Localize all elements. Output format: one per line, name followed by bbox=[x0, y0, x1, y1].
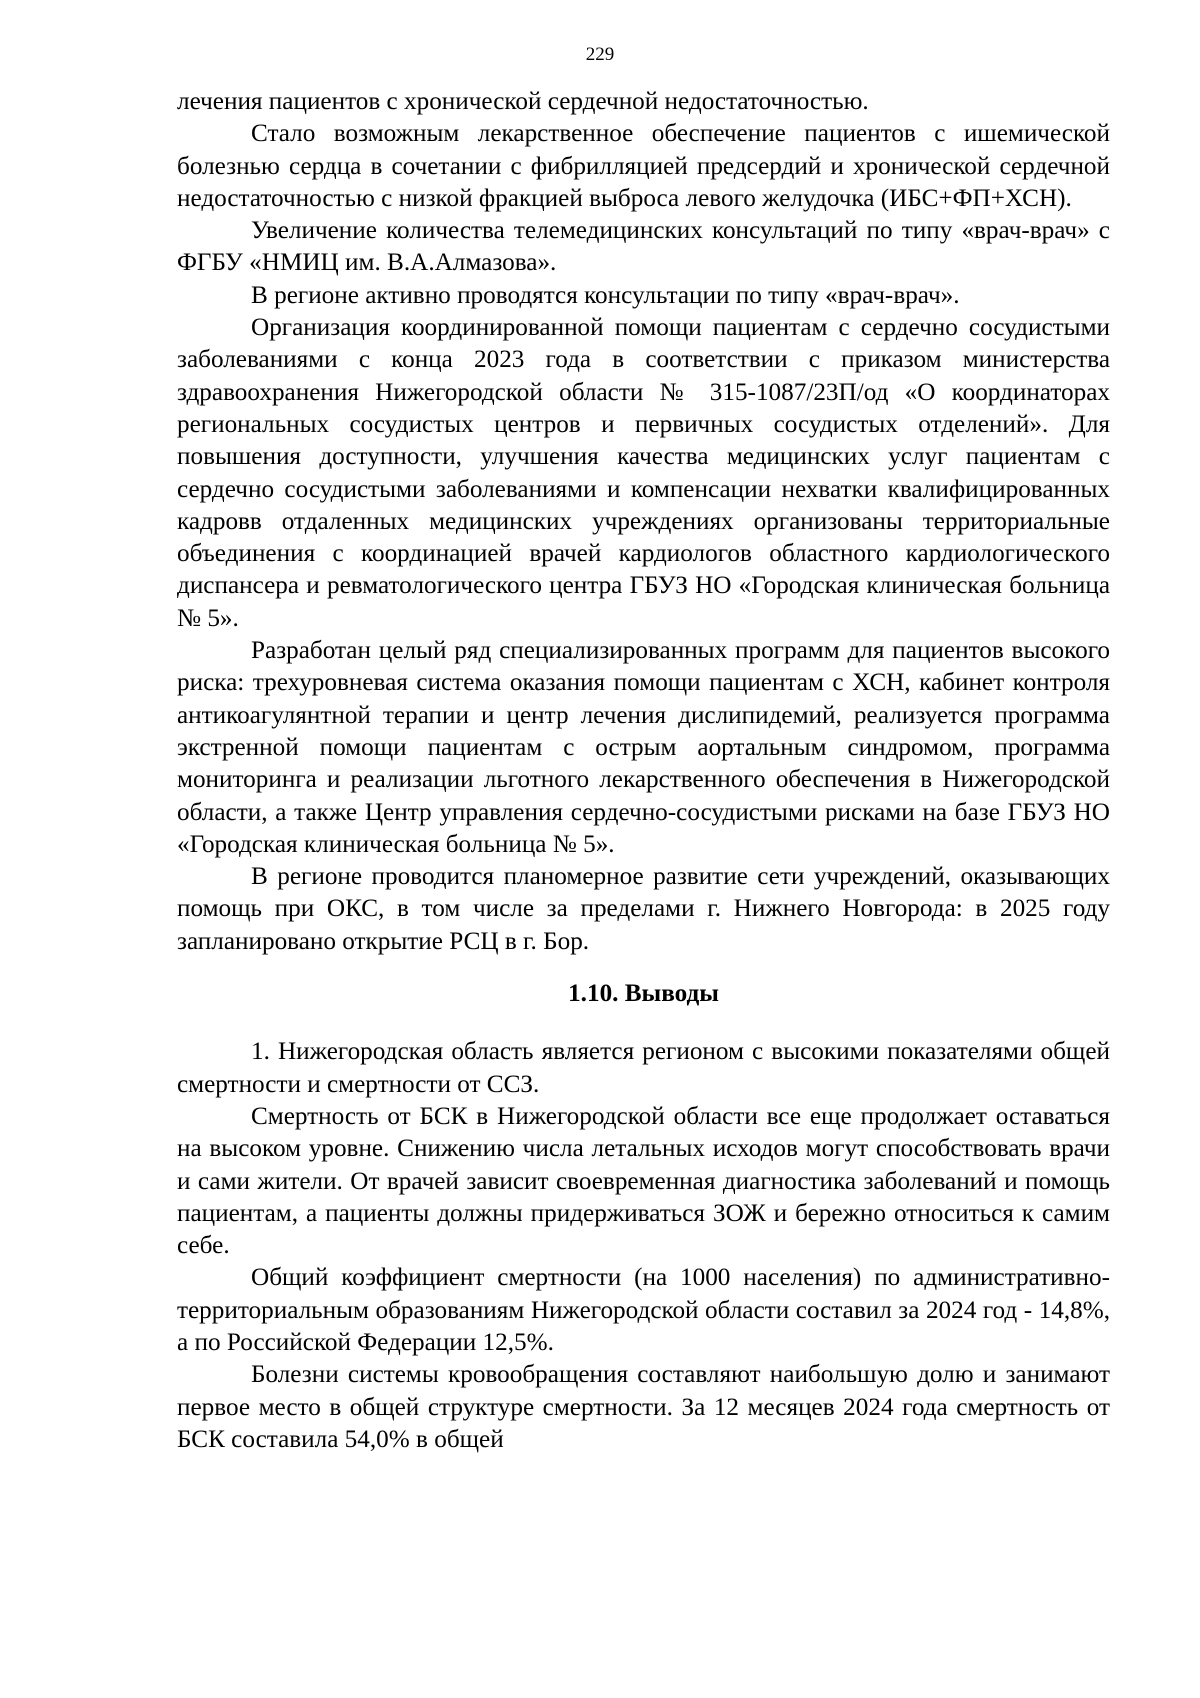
paragraph-network-development: В регионе проводится планомерное развитие сети учреждений, оказывающих помощь при ОКС, в том числе за пределами г. Нижнего Новгорода: в 2025 году запланировано открытие РСЦ в г. Бор. bbox=[177, 863, 1110, 955]
paragraph-specialized-programs: Разработан целый ряд специализированных программ для пациентов высокого риска: трехуровневая система оказания помощи пациентам с ХСН, кабинет контроля антикоагулянтной терапии и центр лечения дислипидемий, реализуется программа экстренной помощи пациентам с острым аортальным синдромом, программа мониторинга и реализации льготного лекарственного обеспечения в Нижегородской области, а также Центр управления сердечно-сосудистыми рисками на базе ГБУЗ НО «Городская клиническая больница № 5». bbox=[177, 637, 1110, 858]
paragraph-consultations: В регионе активно проводятся консультации по типу «врач-врач». bbox=[251, 281, 960, 309]
paragraph-mortality-coefficient: Общий коэффициент смертности (на 1000 населения) по административно-территориальным образованиям Нижегородской области составил за 2024 год - 14,8%, а по Российской Федерации 12,5%. bbox=[177, 1264, 1110, 1356]
paragraph-conclusion-1: 1. Нижегородская область является регионом с высокими показателями общей смертности и смертности от ССЗ. bbox=[177, 1038, 1110, 1098]
document-body bbox=[177, 86, 1110, 1456]
paragraph-drug-provision: Стало возможным лекарственное обеспечение пациентов с ишемической болезнью сердца в сочетании с фибрилляцией предсердий и хронической сердечной недостаточностью с низкой фракцией выброса левого желудочка (ИБС+ФП+ХСН). bbox=[177, 120, 1110, 212]
page-number: 229 bbox=[585, 44, 615, 65]
paragraph-mortality-bsk: Смертность от БСК в Нижегородской области все еще продолжает оставаться на высоком уровне. Снижению числа летальных исходов могут способствовать врачи и сами жители. От врачей зависит своевременная диагностика заболеваний и помощь пациентам, а пациенты должны придерживаться ЗОЖ и бережно относиться к самим себе. bbox=[177, 1102, 1110, 1260]
paragraph-continuation: лечения пациентов с хронической сердечной недостаточностью. bbox=[177, 88, 869, 115]
section-heading: 1.10. Выводы bbox=[568, 980, 719, 1008]
paragraph-coordinated-care: Организация координированной помощи пациентам с сердечно сосудистыми заболеваниями с конца 2023 года в соответствии с приказом министерства здравоохранения Нижегородской области № 315-1087/23П/од «О координаторах региональных сосудистых центров и первичных сосудистых отделений». Для повышения доступности, улучшения качества медицинских услуг пациентам с сердечно сосудистыми заболеваниями и компенсации нехватки квалифицированных кадровв отдаленных медицинских учреждениях организованы территориальные объединения с координацией врачей кардиологов областного кардиологического диспансера и ревматологического центра ГБУЗ НО «Городская клиническая больница № 5». bbox=[177, 314, 1110, 632]
paragraph-telemedicine: Увеличение количества телемедицинских консультаций по типу «врач-врач» с ФГБУ «НМИЦ им. В.А.Алмазова». bbox=[177, 217, 1110, 277]
paragraph-circulatory-diseases: Болезни системы кровообращения составляют наибольшую долю и занимают первое место в общей структуре смертности. За 12 месяцев 2024 года смертность от БСК составила 54,0% в общей bbox=[177, 1361, 1110, 1453]
